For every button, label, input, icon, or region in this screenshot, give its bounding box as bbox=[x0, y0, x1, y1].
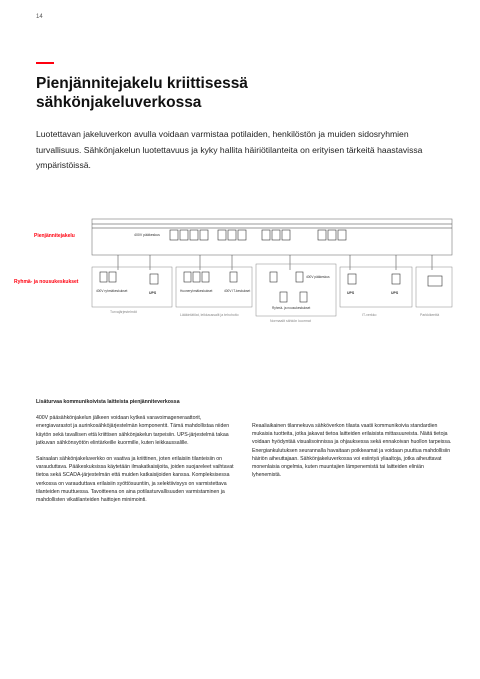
main-400v-c-label: 400V pääkeskus bbox=[306, 275, 330, 279]
section-heading: Lisäturvaa kommunikoivista laitteista pienjänniteverkossa bbox=[36, 399, 180, 405]
accent-bar bbox=[36, 62, 54, 64]
feeder-lines bbox=[118, 255, 432, 270]
row-label-top: Pienjännitejakelu bbox=[34, 233, 75, 239]
sub-400v-b-label: Huoneryhmäkeskukset bbox=[180, 289, 213, 293]
area-label-c: Normaalit sähkön kuormat bbox=[270, 319, 311, 323]
ups-c-label: UPS bbox=[391, 291, 399, 295]
area-label-a: Turvajärjestelmät bbox=[110, 310, 137, 314]
paragraph: Reaaliaikainen tilannekuva sähköverkon tilasta vaatii kommunikoivia standardien mukaisia tuotteita, jotka jakavat tietoa laitteiden erilaisista mittasuureista. Näitä tietoja voidaan hyödyntää visualisoinnissa ja ohjauksessa sekä ennakoivan huollon tarpeissa. Energiankulutuksen seurannalla havaitaan poikkeamat ja voidaan puuttua mahdollisiin häiriön aiheuttajaan. Sähkönjakeluverkossa voi esiintyä yliaaltoja, jotka aiheuttavat monenlaisia ongelmia, kuten muuntajien lämpenemistä tai laitteiden eliniän lyhenemistä. bbox=[252, 423, 452, 479]
group-rise-label: Ryhmä- ja nousukeskukset bbox=[272, 306, 311, 310]
ups-b-label: UPS bbox=[347, 291, 355, 295]
switchgear-cluster bbox=[170, 230, 346, 240]
area-label-e: Parkkikenttä bbox=[420, 313, 440, 317]
page-number: 14 bbox=[36, 14, 43, 20]
main-400v-label: 400V pääkeskus bbox=[134, 233, 160, 237]
area-label-d: IT-verkko bbox=[362, 313, 377, 317]
lead-paragraph: Luotettavan jakeluverkon avulla voidaan varmistaa potilaiden, henkilöstön ja muiden sidosryhmien turvallisuus. Sähkönjakelun luotettavuus ja kyky hallita häiriötilanteita on erityisen tärkeitä haastavissa ympäristöissä. bbox=[36, 129, 423, 170]
text-column-left bbox=[36, 398, 236, 512]
device-icons bbox=[100, 272, 442, 302]
row-label-bottom: Ryhmä- ja nousukeskukset bbox=[14, 279, 79, 285]
text-column-right bbox=[252, 422, 452, 487]
paragraph: 400V pääsähkönjakelun jälkeen voidaan kytkeä varavoimageneraattorit, energiavarastot ja aurinkosähköjärjestelmän komponentit. Tämä mahdollistaa niiden käytön sekä tavallisen että kriittisen sähkönjakelun tarpeisiin. UPS-järjestelmä takaa jatkuvan sähkönsyötön elintärkeille kuormille, kuten leikkaussalille. bbox=[36, 415, 230, 446]
page-title: Pienjännitejakelu kriittisessä sähkönjakeluverkossa bbox=[36, 75, 248, 111]
sub-400v-c-label: 400V IT-keskukset bbox=[224, 289, 251, 293]
dist-400v-a-label: 400V ryhmäkeskukset bbox=[96, 289, 128, 293]
area-label-b: Lääkintätilat, leikkaussalit ja tehohoito bbox=[180, 313, 239, 317]
paragraph: Sairaalan sähkönjakeluverkko on vaativa ja kriittinen, joten erilaisiin tilanteisiin on varauduttava. Pääkeskuksissa käytetään ilmakatkaisijoita, joiden suojareleet vaihtavat tietoa sekä SCADA-järjestelmän että muiden katkaisijoiden kanssa. Kompleksisessa verkossa on varauduttava erilaisiin syöttösuuntiin, ja selektiivisyys on varmistettava tilanteiden muuttuessa. Tavoitteena on aina potilasturvallisuuden varmistaminen ja mahdollisten vikatilanteiden haittojen minimointi. bbox=[36, 456, 234, 504]
ups-a-label: UPS bbox=[149, 291, 157, 295]
distribution-diagram bbox=[0, 212, 480, 332]
